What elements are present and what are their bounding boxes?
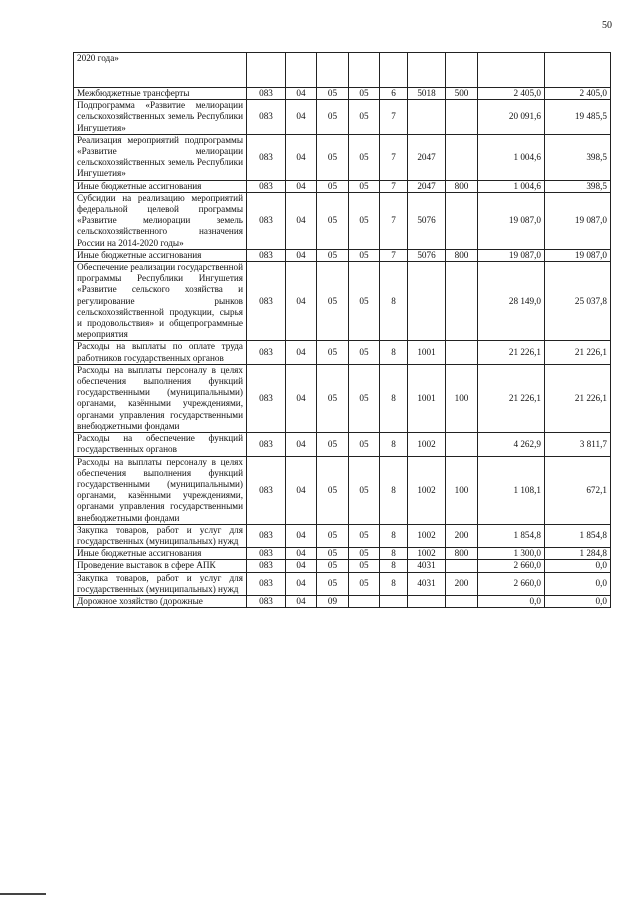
table-row [74,456,611,524]
code-program: 05 [349,572,380,595]
budget-item-name: Расходы на выплаты по оплате труда работников государственных органов [74,341,247,364]
code-expense-line: 1001 [408,364,446,432]
table-row [74,572,611,595]
amount-executed [545,53,611,88]
code-expense-line: 1002 [408,524,446,547]
amount-planned: 2 405,0 [478,88,545,100]
code-subprogram: 8 [380,572,408,595]
code-subsection: 05 [317,134,349,180]
table-row [74,180,611,192]
amount-planned: 4 262,9 [478,433,545,456]
amount-executed: 21 226,1 [545,341,611,364]
code-program: 05 [349,100,380,135]
code-expense-type [446,192,478,249]
code-section: 04 [286,341,317,364]
amount-executed: 19 087,0 [545,192,611,249]
code-program: 05 [349,560,380,572]
code-subprogram: 7 [380,192,408,249]
code-expense-type [446,433,478,456]
amount-executed: 398,5 [545,180,611,192]
code-ministry: 083 [247,192,286,249]
code-expense-type [446,595,478,607]
budget-item-name: Закупка товаров, работ и услуг для государственных (муниципальных) нужд [74,572,247,595]
code-expense-type: 200 [446,572,478,595]
table-row [74,364,611,432]
code-expense-line: 1002 [408,433,446,456]
code-subprogram: 8 [380,433,408,456]
code-ministry: 083 [247,595,286,607]
code-section: 04 [286,364,317,432]
budget-item-name: Межбюджетные трансферты [74,88,247,100]
table-body [74,53,611,608]
code-subsection: 05 [317,433,349,456]
code-program: 05 [349,262,380,341]
code-subsection: 05 [317,341,349,364]
code-program: 05 [349,456,380,524]
code-subsection: 05 [317,524,349,547]
code-subprogram: 7 [380,249,408,261]
code-subprogram: 8 [380,524,408,547]
budget-table [73,52,611,608]
code-program: 05 [349,341,380,364]
budget-item-name: Иные бюджетные ассигнования [74,548,247,560]
code-subsection: 05 [317,249,349,261]
page-number: 50 [602,20,612,31]
code-subsection: 05 [317,456,349,524]
code-expense-type: 800 [446,249,478,261]
amount-planned: 1 108,1 [478,456,545,524]
budget-item-name: 2020 года» [74,53,247,88]
budget-item-name: Расходы на выплаты персоналу в целях обеспечения выполнения функций государственными (муниципальными) органами, казёнными учреждениями, органами управления государственными внебюджетными фондами [74,456,247,524]
amount-executed: 19 485,5 [545,100,611,135]
code-section: 04 [286,595,317,607]
code-section: 04 [286,134,317,180]
amount-executed: 398,5 [545,134,611,180]
code-subsection: 05 [317,88,349,100]
budget-item-name: Проведение выставок в сфере АПК [74,560,247,572]
amount-executed: 1 284,8 [545,548,611,560]
code-subprogram: 8 [380,548,408,560]
code-section: 04 [286,548,317,560]
code-expense-type [446,560,478,572]
amount-executed: 0,0 [545,560,611,572]
amount-executed: 672,1 [545,456,611,524]
table-row [74,560,611,572]
code-expense-line [408,53,446,88]
code-program: 05 [349,192,380,249]
code-expense-type [446,262,478,341]
code-section: 04 [286,100,317,135]
budget-item-name: Закупка товаров, работ и услуг для государственных (муниципальных) нужд [74,524,247,547]
code-ministry: 083 [247,262,286,341]
code-ministry: 083 [247,456,286,524]
code-expense-line: 4031 [408,572,446,595]
code-expense-type: 100 [446,456,478,524]
code-program: 05 [349,433,380,456]
code-subprogram: 7 [380,180,408,192]
code-section: 04 [286,88,317,100]
code-expense-type [446,341,478,364]
budget-item-name: Дорожное хозяйство (дорожные [74,595,247,607]
code-subprogram [380,53,408,88]
code-expense-type [446,134,478,180]
code-ministry: 083 [247,560,286,572]
code-section: 04 [286,192,317,249]
amount-planned [478,53,545,88]
amount-executed: 19 087,0 [545,249,611,261]
code-expense-line: 2047 [408,134,446,180]
code-subsection: 05 [317,262,349,341]
code-subsection: 05 [317,192,349,249]
amount-executed: 0,0 [545,595,611,607]
amount-executed: 2 405,0 [545,88,611,100]
amount-planned: 19 087,0 [478,192,545,249]
code-program [349,595,380,607]
amount-planned: 2 660,0 [478,560,545,572]
amount-planned: 1 004,6 [478,134,545,180]
code-section: 04 [286,262,317,341]
code-program: 05 [349,364,380,432]
amount-planned: 1 004,6 [478,180,545,192]
code-section: 04 [286,180,317,192]
code-program: 05 [349,180,380,192]
code-program: 05 [349,88,380,100]
amount-executed: 21 226,1 [545,364,611,432]
budget-item-name: Расходы на выплаты персоналу в целях обеспечения выполнения функций государственными (муниципальными) органами, казёнными учреждениями, органами управления государственными внебюджетными фондами [74,364,247,432]
code-program: 05 [349,524,380,547]
page-edge-mark [0,893,46,902]
code-subsection: 05 [317,180,349,192]
code-expense-type [446,53,478,88]
code-subprogram: 8 [380,560,408,572]
code-ministry: 083 [247,88,286,100]
amount-planned: 0,0 [478,595,545,607]
budget-item-name: Расходы на обеспечение функций государственных органов [74,433,247,456]
code-ministry: 083 [247,180,286,192]
code-section: 04 [286,456,317,524]
code-expense-type: 500 [446,88,478,100]
code-section [286,53,317,88]
code-subprogram: 8 [380,341,408,364]
code-ministry: 083 [247,572,286,595]
code-ministry: 083 [247,548,286,560]
code-ministry: 083 [247,364,286,432]
code-expense-line [408,262,446,341]
code-subsection: 05 [317,572,349,595]
code-expense-line: 1002 [408,456,446,524]
table-row [74,341,611,364]
code-ministry: 083 [247,341,286,364]
code-subsection: 09 [317,595,349,607]
budget-item-name: Субсидии на реализацию мероприятий федеральной целевой программы «Развитие мелиорации земель сельскохозяйственного назначения России на 2014-2020 годы» [74,192,247,249]
code-program: 05 [349,249,380,261]
code-expense-type: 800 [446,180,478,192]
code-subprogram: 6 [380,88,408,100]
code-program [349,53,380,88]
code-ministry: 083 [247,134,286,180]
code-expense-line [408,595,446,607]
table-row [74,88,611,100]
table-row [74,53,611,88]
code-ministry: 083 [247,249,286,261]
amount-planned: 21 226,1 [478,341,545,364]
amount-planned: 1 854,8 [478,524,545,547]
code-subprogram: 7 [380,134,408,180]
budget-item-name: Иные бюджетные ассигнования [74,249,247,261]
code-subprogram: 8 [380,456,408,524]
code-expense-line: 1002 [408,548,446,560]
code-section: 04 [286,572,317,595]
code-subsection: 05 [317,560,349,572]
code-section: 04 [286,433,317,456]
code-expense-line: 5076 [408,192,446,249]
table-row [74,134,611,180]
code-subsection [317,53,349,88]
code-subprogram: 7 [380,100,408,135]
code-program: 05 [349,548,380,560]
table-row [74,524,611,547]
code-ministry: 083 [247,100,286,135]
table-row [74,262,611,341]
code-subprogram [380,595,408,607]
amount-planned: 28 149,0 [478,262,545,341]
code-expense-type: 800 [446,548,478,560]
amount-executed: 1 854,8 [545,524,611,547]
budget-item-name: Подпрограмма «Развитие мелиорации сельскохозяйственных земель Республики Ингушетия» [74,100,247,135]
code-expense-line: 1001 [408,341,446,364]
code-section: 04 [286,560,317,572]
code-ministry: 083 [247,524,286,547]
table-row [74,100,611,135]
code-program: 05 [349,134,380,180]
code-section: 04 [286,524,317,547]
table-row [74,249,611,261]
code-subsection: 05 [317,548,349,560]
amount-executed: 3 811,7 [545,433,611,456]
code-expense-type: 100 [446,364,478,432]
table-row [74,433,611,456]
code-subprogram: 8 [380,364,408,432]
amount-planned: 20 091,6 [478,100,545,135]
code-subsection: 05 [317,364,349,432]
code-ministry: 083 [247,433,286,456]
code-expense-type [446,100,478,135]
amount-planned: 2 660,0 [478,572,545,595]
code-section: 04 [286,249,317,261]
amount-planned: 1 300,0 [478,548,545,560]
budget-item-name: Иные бюджетные ассигнования [74,180,247,192]
amount-planned: 19 087,0 [478,249,545,261]
code-expense-line: 5018 [408,88,446,100]
code-expense-line [408,100,446,135]
code-expense-type: 200 [446,524,478,547]
amount-planned: 21 226,1 [478,364,545,432]
table-row [74,548,611,560]
code-expense-line: 4031 [408,560,446,572]
code-expense-line: 5076 [408,249,446,261]
code-expense-line: 2047 [408,180,446,192]
budget-item-name: Обеспечение реализации государственной программы Республики Ингушетия «Развитие сельского хозяйства и регулирование рынков сельскохозяйственной продукции, сырья и продовольствия» и общепрограммные мероприятия [74,262,247,341]
table-row [74,595,611,607]
budget-item-name: Реализация мероприятий подпрограммы «Развитие мелиорации сельскохозяйственных земель Республики Ингушетия» [74,134,247,180]
code-ministry [247,53,286,88]
table-row [74,192,611,249]
code-subprogram: 8 [380,262,408,341]
code-subsection: 05 [317,100,349,135]
amount-executed: 25 037,8 [545,262,611,341]
amount-executed: 0,0 [545,572,611,595]
